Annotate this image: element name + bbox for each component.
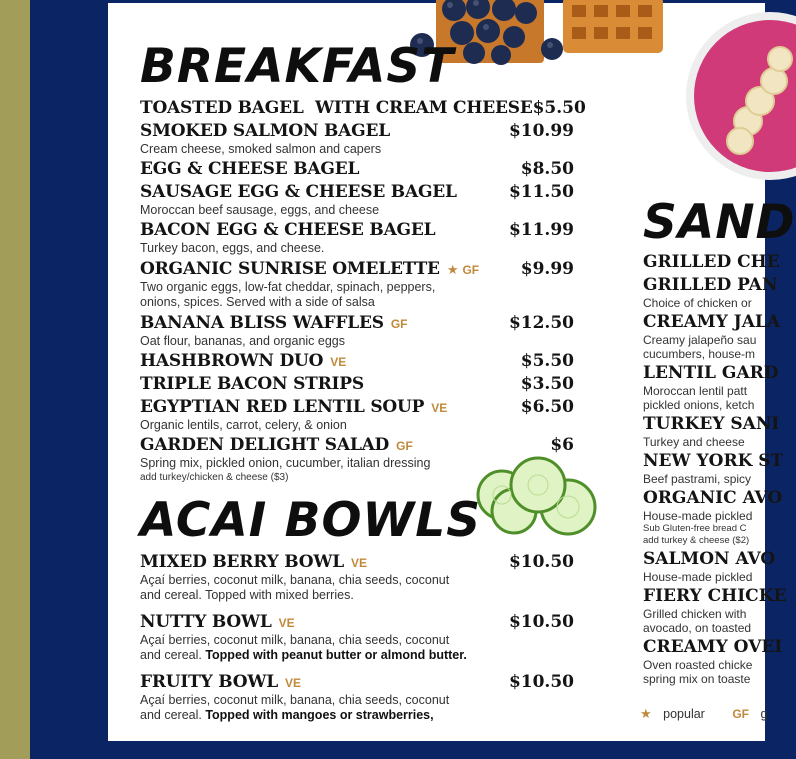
item-description: cucumbers, house-m [643,347,756,361]
menu-page [108,3,796,741]
item-name: GARDEN DELIGHT SALAD [140,435,390,455]
item-description: pickled onions, ketch [643,398,755,412]
ve-tag: VE [285,676,302,690]
item-name: ORGANIC SUNRISE OMELETTE [140,259,440,279]
item-description: and cereal. Topped with peanut butter or almond butter. [140,648,467,662]
item-name: SMOKED SALMON BAGEL [140,121,390,141]
item-description: Oven roasted chicke [643,658,753,672]
item-name: MIXED BERRY BOWL [140,552,345,572]
menu-item [140,312,574,349]
item-description: and cereal. Topped with mixed berries. [140,588,354,602]
item-price: $11.99 [508,220,574,240]
item-name: GRILLED CHE [643,252,780,272]
item-price: $5.50 [532,98,586,118]
item-name: EGYPTIAN RED LENTIL SOUP [140,397,425,417]
item-name: CREAMY OVEI [643,637,783,657]
item-description: Two organic eggs, low-fat cheddar, spinach, peppers, [140,280,436,294]
item-price: $10.50 [508,612,574,632]
item-name: BANANA BLISS WAFFLES [140,313,384,333]
item-description: Oat flour, bananas, and organic eggs [140,334,346,348]
breakfast-title: BREAKFAST [140,39,455,94]
popular-star-icon: ★ [446,263,459,278]
item-name: SALMON AVO [643,549,776,569]
menu-item [140,350,574,372]
item-name: ORGANIC AVO [643,488,783,508]
item-name: FRUITY BOWL [140,672,279,692]
item-name: LENTIL GARD [643,363,779,383]
item-description: Açaí berries, coconut milk, banana, chia seeds, coconut [140,573,450,587]
item-description: House-made pickled [643,570,753,584]
menu-item [140,434,574,484]
item-addon-note: Sub Gluten-free bread C [643,523,747,534]
item-description: Açaí berries, coconut milk, banana, chia seeds, coconut [140,693,450,707]
item-name: EGG & CHEESE BAGEL [140,159,360,179]
item-description: Turkey and cheese [643,435,745,449]
menu-item [140,258,574,310]
item-name: FIERY CHICKE [643,586,787,606]
item-price: $11.50 [508,182,574,202]
menu-item [140,671,574,723]
item-description: Turkey bacon, eggs, and cheese. [140,241,325,255]
item-price: $9.99 [520,259,574,279]
item-addon-note: add turkey/chicken & cheese ($3) [140,472,289,483]
ve-tag: VE [330,355,347,369]
item-name: GRILLED PAN [643,275,778,295]
menu-item [140,158,574,180]
item-price: $12.50 [508,313,574,333]
item-name: TOASTED BAGEL WITH CREAM CHEESE [140,98,533,118]
item-description: Organic lentils, carrot, celery, & onion [140,418,347,432]
gf-tag: GF [462,263,480,277]
menu-item [140,551,574,603]
menu-item [140,97,586,119]
item-name: TURKEY SANI [643,414,780,434]
item-name: SAUSAGE EGG & CHEESE BAGEL [140,182,457,202]
item-price: $10.50 [508,672,574,692]
item-price: $10.50 [508,552,574,572]
item-price: $8.50 [520,159,574,179]
ve-tag: VE [351,556,368,570]
item-description: Choice of chicken or [643,296,752,310]
item-price: $10.99 [508,121,574,141]
menu-item [140,396,574,433]
gf-tag: GF [390,317,408,331]
item-description: Moroccan lentil patt [643,384,748,398]
menu-item [140,373,574,395]
item-description: Beef pastrami, spicy [643,472,752,486]
sandwiches-list [643,251,787,686]
legend [640,706,767,722]
waffle-image [560,0,666,57]
item-name: HASHBROWN DUO [140,351,324,371]
item-description: Moroccan beef sausage, eggs, and cheese [140,203,380,217]
ve-tag: VE [278,616,295,630]
side-band [0,0,30,759]
item-description: and cereal. Topped with mangoes or strawberries, [140,708,434,722]
menu-item [140,181,574,218]
item-name: BACON EGG & CHEESE BAGEL [140,220,436,240]
item-price: $3.50 [520,374,574,394]
item-description: onions, spices. Served with a side of salsa [140,295,375,309]
item-name: NUTTY BOWL [140,612,272,632]
item-price: $6 [550,435,574,455]
legend-popular: popular [663,707,705,721]
item-description: avocado, on toasted [643,621,752,635]
item-description: Creamy jalapeño sau [643,333,757,347]
menu-item [140,219,574,256]
legend-gf: GF [732,707,749,721]
item-price: $5.50 [520,351,574,371]
item-addon-note: add turkey & cheese ($2) [643,535,750,546]
item-name: CREAMY JALA [643,312,781,332]
acai-title: ACAI BOWLS [140,493,482,548]
item-description: Açaí berries, coconut milk, banana, chia seeds, coconut [140,633,450,647]
sandwiches-title: SAND [643,195,796,250]
item-name: TRIPLE BACON STRIPS [140,374,364,394]
item-name: NEW YORK ST [643,451,784,471]
popular-star-icon: ★ [640,706,652,721]
item-description: House-made pickled [643,509,753,523]
acai-bowl-image [678,9,788,184]
menu-item [140,611,574,663]
item-price: $6.50 [520,397,574,417]
item-description: Grilled chicken with [643,607,747,621]
ve-tag: VE [431,401,448,415]
gf-tag: GF [396,439,413,453]
item-description: Cream cheese, smoked salmon and capers [140,142,382,156]
item-description: spring mix on toaste [643,672,751,686]
item-description: Spring mix, pickled onion, cucumber, italian dressing [140,456,431,470]
legend-gf-text: g [760,707,768,721]
menu-item [140,120,574,157]
